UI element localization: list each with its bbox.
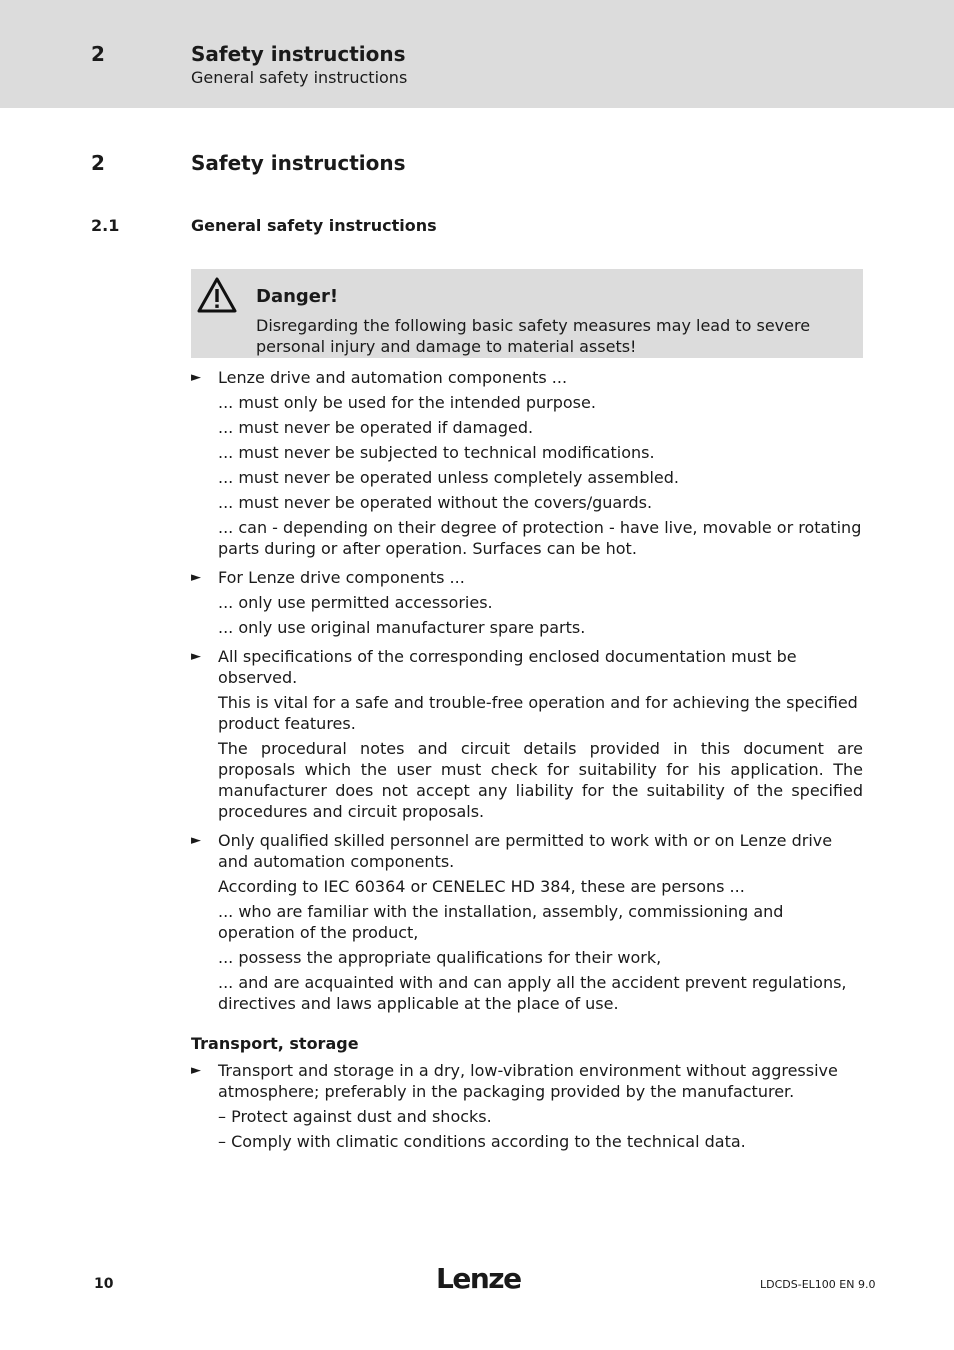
- document-id: LDCDS-EL100 EN 9.0: [760, 1278, 876, 1291]
- item-line: ... only use original manufacturer spare parts.: [218, 618, 586, 637]
- item-line: ... must never be operated if damaged.: [218, 418, 534, 437]
- item-line: According to IEC 60364 or CENELEC HD 384, these are persons ...: [218, 877, 745, 896]
- item-line: ... possess the appropriate qualifications for their work,: [218, 948, 662, 967]
- bullet-arrow-icon: ►: [191, 370, 201, 385]
- item-line: ... and are acquainted with and can apply all the accident prevent regulations, directives and laws applicable at the place of use.: [218, 973, 847, 1013]
- transport-heading: Transport, storage: [191, 1034, 359, 1053]
- item-line: All specifications of the corresponding enclosed documentation must be observed.: [218, 647, 797, 687]
- header-chapter-title: Safety instructions: [191, 42, 406, 66]
- item-line: – Comply with climatic conditions according to the technical data.: [218, 1132, 746, 1151]
- danger-text: Disregarding the following basic safety measures may lead to severe personal injury and damage to material assets!: [256, 316, 811, 356]
- item-line: – Protect against dust and shocks.: [218, 1107, 492, 1126]
- item-line: The procedural notes and circuit details provided in this document are proposals which the user must check for suitability for his application. The manufacturer does not accept any liability for the suitability of the specified procedures and circuit proposals.: [218, 739, 863, 821]
- bullet-item: [191, 1060, 863, 1152]
- item-line: ... who are familiar with the installation, assembly, commissioning and operation of the product,: [218, 902, 784, 942]
- lenze-logo: Lenze: [436, 1262, 521, 1295]
- item-line: ... must never be subjected to technical modifications.: [218, 443, 655, 462]
- safety-content: [191, 367, 863, 1156]
- item-line: Transport and storage in a dry, low-vibration environment without aggressive atmosphere; preferably in the packaging provided by the manufacturer.: [218, 1061, 838, 1101]
- item-line: ... must never be operated without the covers/guards.: [218, 493, 653, 512]
- page-number: 10: [94, 1276, 114, 1292]
- item-line: ... must never be operated unless completely assembled.: [218, 468, 679, 487]
- section-number: 2: [91, 151, 105, 175]
- item-line: This is vital for a safe and trouble-free operation and for achieving the specified product features.: [218, 693, 858, 733]
- warning-triangle-icon: [196, 276, 238, 314]
- bullet-arrow-icon: ►: [191, 570, 201, 585]
- bullet-item: [191, 646, 863, 822]
- bullet-item: [191, 367, 863, 559]
- bullet-arrow-icon: ►: [191, 833, 201, 848]
- section-title: Safety instructions: [191, 151, 406, 175]
- header-chapter-number: 2: [91, 42, 105, 66]
- page-header-band: [0, 0, 954, 108]
- header-section-subtitle: General safety instructions: [191, 68, 408, 87]
- item-line: Lenze drive and automation components ...: [218, 368, 568, 387]
- item-line: Only qualified skilled personnel are permitted to work with or on Lenze drive and automation components.: [218, 831, 833, 871]
- bullet-item: [191, 567, 863, 638]
- subsection-title: General safety instructions: [191, 216, 437, 235]
- danger-title: Danger!: [256, 286, 339, 307]
- item-line: ... can - depending on their degree of protection - have live, movable or rotating parts during or after operation. Surfaces can be hot.: [218, 518, 862, 558]
- item-line: ... must only be used for the intended purpose.: [218, 393, 596, 412]
- danger-notice: [191, 269, 863, 358]
- bullet-item: [191, 830, 863, 1014]
- subsection-number: 2.1: [91, 216, 120, 235]
- bullet-arrow-icon: ►: [191, 649, 201, 664]
- item-line: For Lenze drive components ...: [218, 568, 465, 587]
- item-line: ... only use permitted accessories.: [218, 593, 493, 612]
- bullet-arrow-icon: ►: [191, 1063, 201, 1078]
